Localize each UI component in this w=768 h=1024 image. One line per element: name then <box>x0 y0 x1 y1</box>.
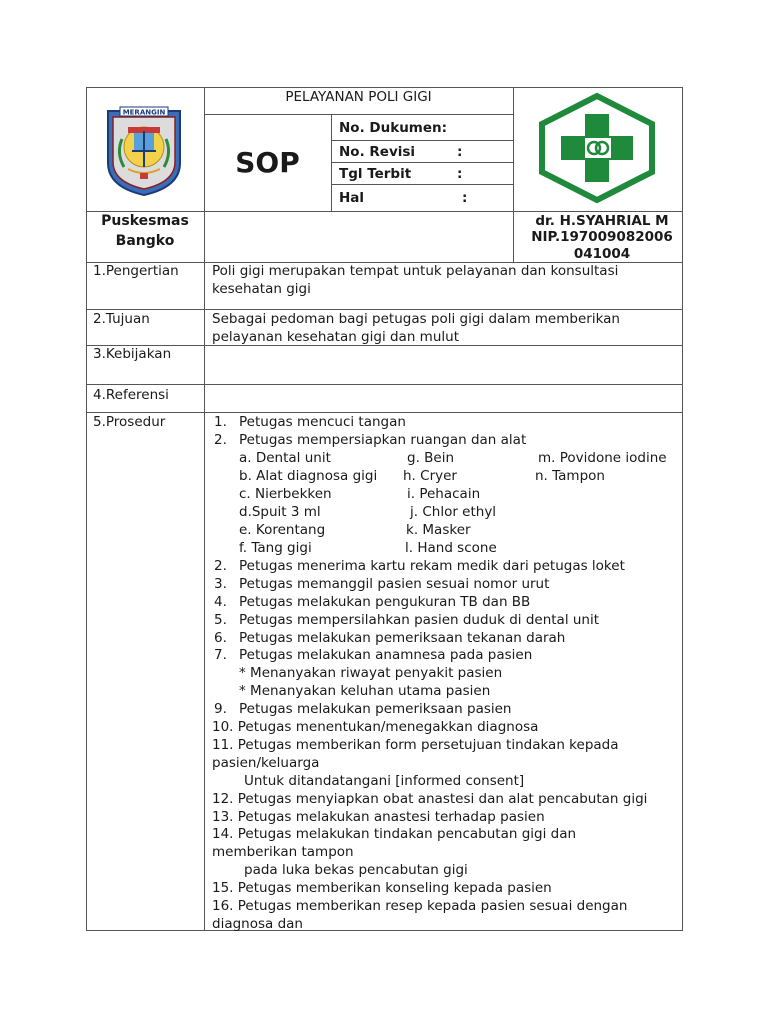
tool-item: j. Chlor ethyl <box>410 504 497 520</box>
tool-item: m. Povidone iodine <box>538 450 667 466</box>
hal-colon: : <box>462 190 468 206</box>
tool-item: i. Pehacain <box>407 486 481 502</box>
list-sub-item: Untuk ditandatangani [informed consent] <box>244 773 525 789</box>
hal-label: Hal <box>339 190 365 206</box>
list-item-number: 7. <box>214 647 227 663</box>
list-item: 13. Petugas melakukan anastesi terhadap pasien <box>212 809 545 825</box>
pengertian-label: 1.Pengertian <box>93 263 179 279</box>
list-item-number: 6. <box>214 630 227 646</box>
list-item: Petugas memanggil pasien sesuai nomor urut <box>239 576 550 592</box>
grid-line <box>204 87 205 931</box>
merangin-logo <box>104 105 184 197</box>
tgl-terbit-colon: : <box>457 166 463 182</box>
list-item-number: 1. <box>214 414 227 430</box>
list-item: 14. Petugas melakukan tindakan pencabutan gigi dan memberikan tampon <box>212 826 577 860</box>
tool-item: l. Hand scone <box>405 540 497 556</box>
list-item: Petugas mencuci tangan <box>239 414 406 430</box>
tool-item: g. Bein <box>407 450 455 466</box>
table-border-right <box>682 87 683 931</box>
kebijakan-label: 3.Kebijakan <box>93 346 172 362</box>
list-sub-item: * Menanyakan riwayat penyakit pasien <box>239 665 503 681</box>
tujuan-text: Sebagai pedoman bagi petugas poli gigi dalam memberikan pelayanan kesehatan gigi dan mulut <box>212 311 620 345</box>
list-item: Petugas melakukan pengukuran TB dan BB <box>239 594 531 610</box>
list-item: 10. Petugas menentukan/menegakkan diagnosa <box>212 719 539 735</box>
tool-item: b. Alat diagnosa gigi <box>239 468 378 484</box>
list-item-number: 2. <box>214 432 227 448</box>
list-item: Petugas melakukan pemeriksaan tekanan darah <box>239 630 566 646</box>
tool-item: f. Tang gigi <box>239 540 312 556</box>
tool-item: k. Masker <box>406 522 471 538</box>
signer-name: dr. H.SYAHRIAL M <box>535 213 669 229</box>
signer-nip: NIP.197009082006 <box>531 229 673 245</box>
list-item-number: 9. <box>214 701 227 717</box>
tool-item: e. Korentang <box>239 522 326 538</box>
list-item-number: 5. <box>214 612 227 628</box>
logo-left-text: MERANGIN <box>122 108 166 117</box>
list-sub-item: * Menanyakan keluhan utama pasien <box>239 683 491 699</box>
list-item: Petugas mempersilahkan pasien duduk di dental unit <box>239 612 600 628</box>
puskesmas-logo <box>528 92 666 204</box>
sop-label: SOP <box>235 146 300 179</box>
list-item: 16. Petugas memberikan resep kepada pasien sesuai dengan diagnosa dan <box>212 898 628 932</box>
puskesmas-location: Bangko <box>115 233 175 249</box>
list-item-number: 3. <box>214 576 227 592</box>
referensi-label: 4.Referensi <box>93 387 169 403</box>
grid-line <box>331 162 513 163</box>
no-revisi-label: No. Revisi <box>339 144 416 160</box>
tool-item: a. Dental unit <box>239 450 331 466</box>
puskesmas-cross-icon <box>528 92 666 204</box>
regency-emblem-icon <box>104 105 184 197</box>
grid-line <box>86 384 683 385</box>
tool-item: d.Spuit 3 ml <box>239 504 321 520</box>
prosedur-label: 5.Prosedur <box>93 414 166 430</box>
no-dokumen-label: No. Dukumen: <box>339 120 448 136</box>
list-item: Petugas mempersiapkan ruangan dan alat <box>239 432 527 448</box>
tujuan-label: 2.Tujuan <box>93 311 150 327</box>
tool-item: n. Tampon <box>535 468 605 484</box>
grid-line <box>331 114 332 212</box>
list-item: Petugas melakukan pemeriksaan pasien <box>239 701 512 717</box>
tool-item: h. Cryer <box>403 468 457 484</box>
signer-nip-cont: 041004 <box>573 246 631 262</box>
list-item: Petugas menerima kartu rekam medik dari petugas loket <box>239 558 625 574</box>
list-sub-item: pada luka bekas pencabutan gigi <box>244 862 468 878</box>
grid-line <box>513 87 514 262</box>
grid-line <box>331 184 513 185</box>
list-item: 15. Petugas memberikan konseling kepada pasien <box>212 880 552 896</box>
no-revisi-colon: : <box>457 144 463 160</box>
puskesmas-name: Puskesmas <box>101 213 189 229</box>
list-item: Petugas melakukan anamnesa pada pasien <box>239 647 533 663</box>
pengertian-text: Poli gigi merupakan tempat untuk pelayanan dan konsultasi kesehatan gigi <box>212 263 619 297</box>
grid-line <box>331 140 513 141</box>
tgl-terbit-label: Tgl Terbit <box>339 166 412 182</box>
list-item-number: 4. <box>214 594 227 610</box>
grid-line <box>204 114 513 115</box>
tool-item: c. Nierbekken <box>239 486 332 502</box>
list-item: 12. Petugas menyiapkan obat anastesi dan alat pencabutan gigi <box>212 791 648 807</box>
list-item: 11. Petugas memberikan form persetujuan tindakan kepada pasien/keluarga <box>212 737 619 771</box>
list-item-number: 2. <box>214 558 227 574</box>
document-title: PELAYANAN POLI GIGI <box>285 89 432 105</box>
